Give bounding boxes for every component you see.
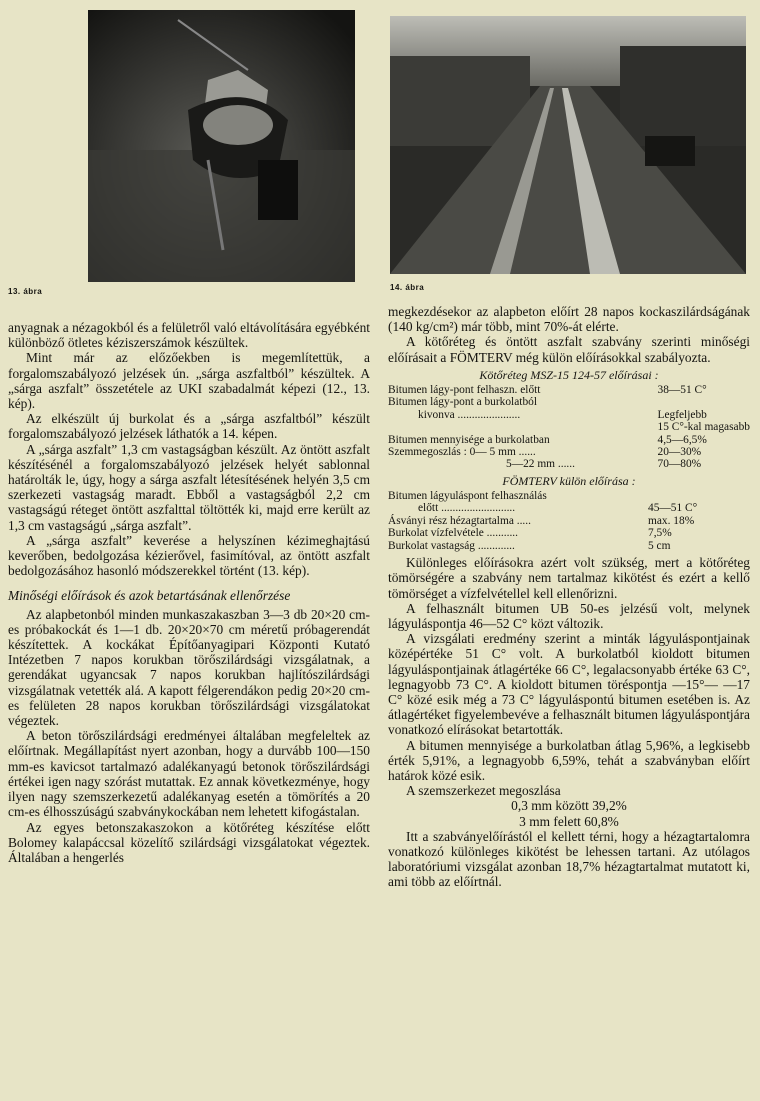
paragraph: Az alapbetonból minden munkaszakaszban 3—3 db 20×20 cm-es próbakockát és 1—1 db. 20×20×70 cm méretű próbagerendát készítettek. A kockákat Építőanyagipari Központi Kutató Intézetben 7 napos korukban törőszilárdsági vizsgálatnak, a gerendákat ugyancsak 7 napos korukban hajlítószilárdsági vizsgálatnak vetették alá. A kapott félgerendákon pedig 20×20 cm-es felületen 28 napos korukban törőszilárdsági vizsgálatokat végeztek. bbox=[8, 606, 370, 729]
paragraph: A kötőréteg és öntött aszfalt szabvány szerinti minőségi előírásait a FÖMTERV még külön előírásokkal szabályozta. bbox=[388, 334, 750, 365]
table-row: Bitumen lágy-pont a burkolatból bbox=[388, 396, 538, 409]
table-row: kivonva ...................... Legfeljebb bbox=[418, 408, 707, 421]
figure-14-caption: 14. ábra bbox=[390, 283, 425, 292]
grading-line: 3 mm felett 60,8% bbox=[519, 813, 619, 829]
left-column bbox=[8, 320, 370, 865]
table-row: 15 C°-kal magasabb bbox=[657, 421, 750, 434]
paragraph: A vizsgálati eredmény szerint a minták lágyuláspontjainak középértéke 51 C° volt. A burkolatból kioldott bitumen lágyuláspontjainak átlagértéke 66 C°, legalacsonyabb értéke 63 C°, legnagyobb 73 C°. A kioldott bitumen töréspontja —15°— —17 C° közé esik még a 73 C° lágyuláspontú bitumen esetében is. Az átlagértéket figyelembevéve a felhasznált bitumen lágyuláspontjára vonatkozó elírásokat betartották. bbox=[388, 631, 750, 738]
paragraph: Különleges előírásokra azért volt szükség, mert a kötőréteg tömörségére a szabvány nem tartalmaz kikötést és ezért a kellő tömörséget a vízfelvétellel kell ellenőrizni. bbox=[388, 555, 750, 601]
figure-13-photo bbox=[88, 10, 355, 282]
paragraph: A „sárga aszfalt” 1,3 cm vastagságban készült. Az öntött aszfalt készítésénél a forgalomszabályozó jelzések helyét sablonnal határolták le, úgy, hogy a sárga aszfalt létesítésének helyén 3,5 cm szerkezeti vastagság maradt. Ebből a vastagságból 2,2 cm vastagságú réteget öntött aszfalttal töltötték ki, majd erre került az 1,3 cm vastagságú „sárga aszfalt”. bbox=[8, 441, 370, 533]
table-row: Bitumen lágyuláspont felhasználás bbox=[388, 490, 547, 503]
table-row: Burkolat vízfelvétele ........... 7,5% bbox=[388, 527, 672, 540]
spec-table-fomterv bbox=[388, 490, 697, 552]
table-row: előtt .......................... 45—51 C° bbox=[418, 502, 698, 515]
spec-table-title: Kötőréteg MSZ-15 124-57 előírásai : bbox=[479, 367, 659, 382]
paragraph: Mint már az előzőekben is megemlítettük, a forgalomszabályozó jelzések ún. „sárga aszfaltból” készültek. A „sárga aszfalt” összetétele az UKI szabadalmát képezi (12., 13. kép). bbox=[8, 350, 370, 412]
paragraph: A „sárga aszfalt” keverése a helyszínen kézimeghajtású keverőben, bedolgozása kézierővel, fasimítóval, az öntött aszfalt bedolgozásához hasonló módszerekkel történt (13. kép). bbox=[8, 532, 370, 579]
table-row: Burkolat vastagság ............. 5 cm bbox=[388, 539, 671, 552]
right-column bbox=[388, 304, 750, 890]
table-row: 5—22 mm ...... 70—80% bbox=[506, 458, 702, 471]
paragraph: megkezdésekor az alapbeton előírt 28 napos kockaszilárdságának (140 kg/cm²) már több, mint 70%-át elérte. bbox=[388, 304, 750, 335]
figure-14-photo bbox=[390, 16, 746, 274]
paragraph: anyagnak a nézagokból és a felületről való eltávolítására egyébként különböző ötletes kéziszerszámok készültek. bbox=[8, 320, 370, 351]
table-row: Bitumen lágy-pont felhaszn. előtt 38—51 C° bbox=[388, 384, 707, 397]
paragraph: A felhasznált bitumen UB 50-es jelzésű volt, melynek lágyuláspontja 46—52 C° közt változik. bbox=[388, 600, 750, 631]
spec-table-title: FÖMTERV külön előírása : bbox=[502, 473, 636, 488]
paragraph: Az egyes betonszakaszokon a kötőréteg készítése előtt Bolomey kalapáccsal közelítő szilárdsági vizsgálatokat végeztek. Általában a hengerlés bbox=[8, 819, 370, 865]
table-row: Ásványi rész hézagtartalma ..... max. 18% bbox=[388, 514, 695, 527]
paragraph: Itt a szabványelőírástól el kellett térni, hogy a hézagtartalomra vonatkozó különleges kikötést be lehessen tartani. Az utólagos laboratóriumi vizsgálat azonban 18,7% hézagtartalmat mutatott ki, ami több az előírtnál. bbox=[388, 828, 750, 890]
figure-13-caption: 13. ábra bbox=[8, 287, 43, 296]
paragraph: A bitumen mennyisége a burkolatban átlag 5,96%, a legkisebb érték 5,91%, a legnagyobb 6,59%, tehát a szabványban előírt határok közé esik. bbox=[388, 737, 750, 783]
section-heading: Minőségi előírások és azok betartásának ellenőrzése bbox=[8, 588, 291, 604]
paragraph: A szemszerkezet megoszlása bbox=[406, 783, 561, 799]
table-row: Szemmegoszlás : 0— 5 mm ...... 20—30% bbox=[388, 446, 702, 459]
table-row: Bitumen mennyisége a burkolatban 4,5—6,5% bbox=[388, 433, 707, 446]
paragraph: A beton törőszilárdsági eredményei általában megfeleltek az előírtnak. Megállapítást nyert azonban, hogy a durvább 100—150 mm-es kavicsot tartalmazó adalékanyagú betonok törőszilárdsági értékei igen nagy szórást mutattak. Ez annak következménye, hogy ilyen nagy szemszerkezetű adalékanyag esetén a tömörítés a 20 cm-es élhosszúságú szabványkockában nem lehetett kifogástalan. bbox=[8, 728, 370, 820]
paragraph: Az elkészült új burkolat és a „sárga aszfaltból” készült forgalomszabályozó jelzések láthatók a 14. képen. bbox=[8, 411, 370, 442]
grading-line: 0,3 mm között 39,2% bbox=[511, 798, 627, 814]
spec-table-msz bbox=[388, 384, 750, 471]
